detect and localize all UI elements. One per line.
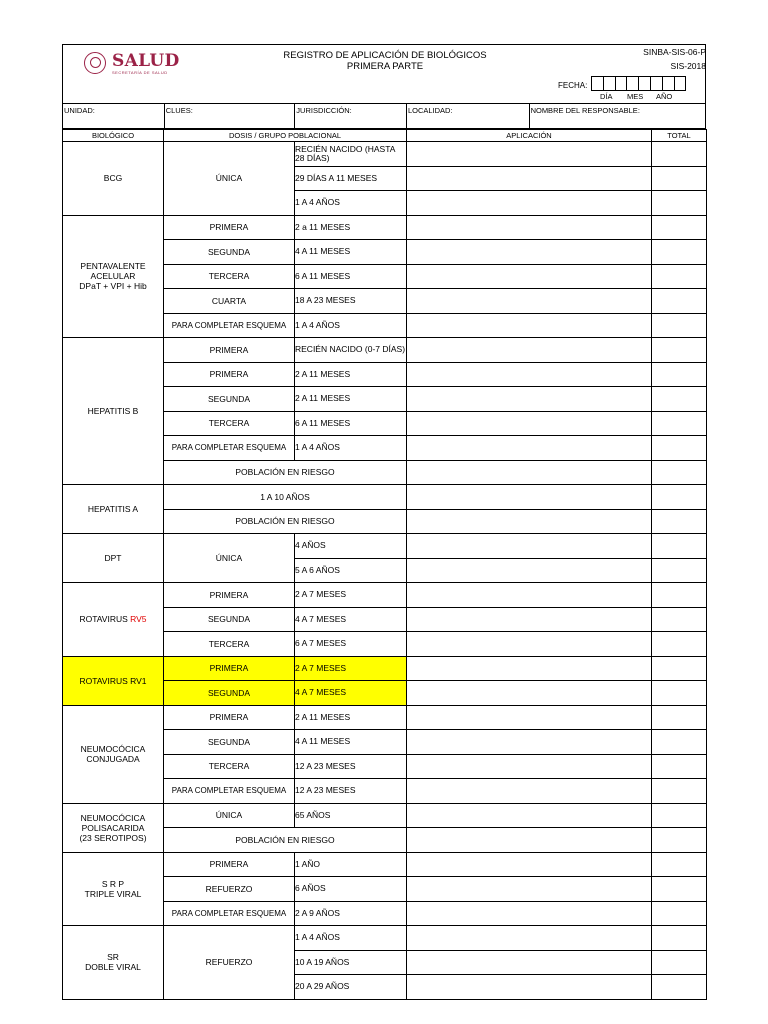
mes-label: MES (627, 92, 644, 101)
age-group: 29 DÍAS A 11 MESES (295, 166, 407, 191)
age-group: 65 AÑOS (295, 803, 407, 828)
dose-label: TERCERA (164, 411, 295, 436)
total-cell[interactable] (652, 313, 707, 338)
aplicacion-cell[interactable] (407, 901, 652, 926)
localidad-field[interactable]: LOCALIDAD: (406, 104, 529, 128)
biologico-name: CONJUGADA (86, 754, 140, 764)
aplicacion-cell[interactable] (407, 877, 652, 902)
col-header-dosis: DOSIS / GRUPO POBLACIONAL (164, 130, 407, 142)
dose-label: ÚNICA (164, 534, 295, 583)
aplicacion-cell[interactable] (407, 681, 652, 706)
total-cell[interactable] (652, 436, 707, 461)
biologico-dpt: DPT (63, 534, 164, 583)
dose-label: PARA COMPLETAR ESQUEMA (164, 779, 295, 804)
aplicacion-cell[interactable] (407, 558, 652, 583)
total-cell[interactable] (652, 240, 707, 265)
total-cell[interactable] (652, 583, 707, 608)
total-cell[interactable] (652, 877, 707, 902)
dose-label: PRIMERA (164, 338, 295, 363)
aplicacion-cell[interactable] (407, 264, 652, 289)
logo-text: SALUD (112, 51, 180, 71)
age-group: RECIÉN NACIDO (HASTA 28 DÍAS) (295, 142, 407, 167)
age-group: 1 A 4 AÑOS (295, 926, 407, 951)
logo-subtext: SECRETARÍA DE SALUD (112, 70, 168, 75)
table-row (63, 142, 707, 167)
aplicacion-cell[interactable] (407, 607, 652, 632)
unidad-field[interactable]: UNIDAD: (64, 106, 95, 115)
biologico-name: PENTAVALENTE (80, 261, 146, 272)
aplicacion-cell[interactable] (407, 950, 652, 975)
biologico-rotavirus-rv5 (63, 583, 164, 657)
age-group: 20 A 29 AÑOS (295, 975, 407, 1000)
clues-field[interactable]: CLUES: (164, 104, 295, 128)
dose-label: ÚNICA (164, 803, 295, 828)
aplicacion-cell[interactable] (407, 289, 652, 314)
age-group: 2 A 11 MESES (295, 705, 407, 730)
aplicacion-cell[interactable] (407, 436, 652, 461)
total-cell[interactable] (652, 558, 707, 583)
age-group: 6 A 7 MESES (295, 632, 407, 657)
dose-label: POBLACIÓN EN RIESGO (164, 828, 407, 853)
biologico-hepatitis-b: HEPATITIS B (63, 338, 164, 485)
government-seal-icon (84, 52, 106, 74)
biologico-name: TRIPLE VIRAL (84, 888, 142, 899)
total-cell[interactable] (652, 754, 707, 779)
total-cell[interactable] (652, 901, 707, 926)
col-header-aplicacion: APLICACIÓN (407, 130, 652, 142)
table-row (63, 215, 707, 240)
biologico-name-suffix: RV5 (130, 614, 147, 625)
total-cell[interactable] (652, 975, 707, 1000)
dose-label: REFUERZO (164, 877, 295, 902)
total-cell[interactable] (652, 926, 707, 951)
col-header-biologico: BIOLÓGICO (63, 130, 164, 142)
dose-label: PRIMERA (164, 215, 295, 240)
dose-label: PARA COMPLETAR ESQUEMA (164, 901, 295, 926)
aplicacion-cell[interactable] (407, 460, 652, 485)
age-group: 1 A 4 AÑOS (295, 313, 407, 338)
aplicacion-cell[interactable] (407, 583, 652, 608)
biologico-name: DOBLE VIRAL (85, 962, 141, 973)
biologico-name: (23 SEROTIPOS) (79, 832, 147, 843)
age-group: 5 A 6 AÑOS (295, 558, 407, 583)
biologico-hepatitis-a: HEPATITIS A (63, 485, 164, 534)
table-row (63, 338, 707, 363)
dose-label: POBLACIÓN EN RIESGO (164, 509, 407, 534)
table-header (63, 130, 707, 142)
age-group: 10 A 19 AÑOS (295, 950, 407, 975)
dose-label: SEGUNDA (164, 607, 295, 632)
table-row (63, 926, 707, 951)
age-group: 2 A 11 MESES (295, 362, 407, 387)
total-cell[interactable] (652, 411, 707, 436)
dose-label: POBLACIÓN EN RIESGO (164, 460, 407, 485)
dose-label: PRIMERA (164, 852, 295, 877)
aplicacion-cell[interactable] (407, 730, 652, 755)
dose-label: PRIMERA (164, 705, 295, 730)
aplicacion-cell[interactable] (407, 166, 652, 191)
table-row (63, 656, 707, 681)
aplicacion-cell[interactable] (407, 632, 652, 657)
total-cell[interactable] (652, 828, 707, 853)
total-cell[interactable] (652, 142, 707, 167)
form-subtitle: PRIMERA PARTE (346, 61, 424, 72)
salud-logo (78, 50, 188, 78)
anio-label: AÑO (656, 92, 673, 101)
biologico-rotavirus-rv1: ROTAVIRUS RV1 (63, 656, 164, 705)
aplicacion-cell[interactable] (407, 215, 652, 240)
age-group: 18 A 23 MESES (295, 289, 407, 314)
total-cell[interactable] (652, 264, 707, 289)
age-group: 4 AÑOS (295, 534, 407, 559)
total-cell[interactable] (652, 607, 707, 632)
age-group: 1 AÑO (295, 852, 407, 877)
aplicacion-cell[interactable] (407, 191, 652, 216)
biologico-name: ACELULAR (90, 271, 136, 282)
aplicacion-cell[interactable] (407, 240, 652, 265)
total-cell[interactable] (652, 803, 707, 828)
age-group: 4 A 11 MESES (295, 730, 407, 755)
aplicacion-cell[interactable] (407, 362, 652, 387)
age-group: 1 A 4 AÑOS (295, 436, 407, 461)
aplicacion-cell[interactable] (407, 485, 652, 510)
biologico-name: NEUMOCÓCICA (80, 744, 146, 754)
age-group: 2 a 11 MESES (295, 215, 407, 240)
dose-label: PARA COMPLETAR ESQUEMA (164, 313, 295, 338)
age-group: 2 A 7 MESES (295, 656, 407, 681)
aplicacion-cell[interactable] (407, 828, 652, 853)
total-cell[interactable] (652, 485, 707, 510)
aplicacion-cell[interactable] (407, 803, 652, 828)
total-cell[interactable] (652, 656, 707, 681)
biologico-neumococica-conjugada (63, 705, 164, 803)
total-cell[interactable] (652, 632, 707, 657)
table-row (63, 583, 707, 608)
aplicacion-cell[interactable] (407, 754, 652, 779)
dose-label: SEGUNDA (164, 387, 295, 412)
fecha-cell[interactable] (674, 76, 687, 91)
biologico-name: DPaT + VPI + Hib (79, 281, 147, 292)
aplicacion-cell[interactable] (407, 779, 652, 804)
info-row (62, 104, 706, 129)
responsable-field[interactable]: NOMBRE DEL RESPONSABLE: (529, 104, 705, 128)
aplicacion-cell[interactable] (407, 142, 652, 167)
aplicacion-cell[interactable] (407, 656, 652, 681)
total-cell[interactable] (652, 730, 707, 755)
biologico-neumococica-polisacarida (63, 803, 164, 852)
age-group: 6 AÑOS (295, 877, 407, 902)
age-group: 12 A 23 MESES (295, 754, 407, 779)
dose-label: TERCERA (164, 754, 295, 779)
dose-label: 1 A 10 AÑOS (164, 485, 407, 510)
age-group: 2 A 9 AÑOS (295, 901, 407, 926)
table-row (63, 534, 707, 559)
biologico-srp (63, 852, 164, 926)
total-cell[interactable] (652, 289, 707, 314)
biologico-name: S R P (101, 878, 125, 889)
total-cell[interactable] (652, 705, 707, 730)
biologico-name: POLISACARIDA (81, 822, 145, 833)
table-row (63, 803, 707, 828)
total-cell[interactable] (652, 338, 707, 363)
total-cell[interactable] (652, 362, 707, 387)
dose-label: SEGUNDA (164, 681, 295, 706)
dose-label: TERCERA (164, 632, 295, 657)
aplicacion-cell[interactable] (407, 338, 652, 363)
aplicacion-cell[interactable] (407, 975, 652, 1000)
aplicacion-cell[interactable] (407, 411, 652, 436)
total-cell[interactable] (652, 534, 707, 559)
registro-table (62, 129, 707, 1000)
aplicacion-cell[interactable] (407, 852, 652, 877)
age-group: 6 A 11 MESES (295, 264, 407, 289)
fecha-label: FECHA: (558, 81, 588, 90)
dose-label: REFUERZO (164, 926, 295, 1000)
form-title: REGISTRO DE APLICACIÓN DE BIOLÓGICOS (283, 50, 487, 61)
col-header-total: TOTAL (652, 130, 707, 142)
age-group: 6 A 11 MESES (295, 411, 407, 436)
jurisdiccion-field[interactable]: JURISDICCIÓN: (294, 104, 406, 128)
aplicacion-cell[interactable] (407, 509, 652, 534)
aplicacion-cell[interactable] (407, 313, 652, 338)
table-row (63, 705, 707, 730)
age-group: 2 A 11 MESES (295, 387, 407, 412)
aplicacion-cell[interactable] (407, 926, 652, 951)
total-cell[interactable] (652, 166, 707, 191)
aplicacion-cell[interactable] (407, 387, 652, 412)
total-cell[interactable] (652, 460, 707, 485)
age-group: RECIÉN NACIDO (0-7 DÍAS) (295, 338, 407, 363)
biologico-pentavalente (63, 215, 164, 338)
biologico-name: ROTAVIRUS (79, 614, 131, 625)
table-row (63, 852, 707, 877)
dose-label: SEGUNDA (164, 240, 295, 265)
age-group: 4 A 7 MESES (295, 607, 407, 632)
age-group: 2 A 7 MESES (295, 583, 407, 608)
dose-label: SEGUNDA (164, 730, 295, 755)
biologico-name: NEUMOCÓCICA (80, 812, 146, 823)
dose-label: TERCERA (164, 264, 295, 289)
biologico-sr (63, 926, 164, 1000)
total-cell[interactable] (652, 191, 707, 216)
biologico-name: SR (107, 952, 119, 963)
dose-label: PRIMERA (164, 362, 295, 387)
total-cell[interactable] (652, 779, 707, 804)
total-cell[interactable] (652, 215, 707, 240)
total-cell[interactable] (652, 681, 707, 706)
age-group: 4 A 11 MESES (295, 240, 407, 265)
form-version: SIS-2018 (670, 61, 706, 71)
aplicacion-cell[interactable] (407, 534, 652, 559)
dose-label: PRIMERA (164, 583, 295, 608)
aplicacion-cell[interactable] (407, 705, 652, 730)
dose-label: PRIMERA (164, 656, 295, 681)
total-cell[interactable] (652, 387, 707, 412)
biologico-bcg: BCG (63, 142, 164, 216)
dose-label: CUARTA (164, 289, 295, 314)
total-cell[interactable] (652, 852, 707, 877)
age-group: 4 A 7 MESES (295, 681, 407, 706)
table-row (63, 485, 707, 510)
total-cell[interactable] (652, 509, 707, 534)
dose-label: ÚNICA (164, 142, 295, 216)
fecha-field[interactable] (592, 76, 686, 91)
dia-label: DÍA (600, 92, 613, 101)
form-code: SINBA-SIS-06-P (643, 47, 706, 57)
age-group: 1 A 4 AÑOS (295, 191, 407, 216)
dose-label: PARA COMPLETAR ESQUEMA (164, 436, 295, 461)
age-group: 12 A 23 MESES (295, 779, 407, 804)
total-cell[interactable] (652, 950, 707, 975)
